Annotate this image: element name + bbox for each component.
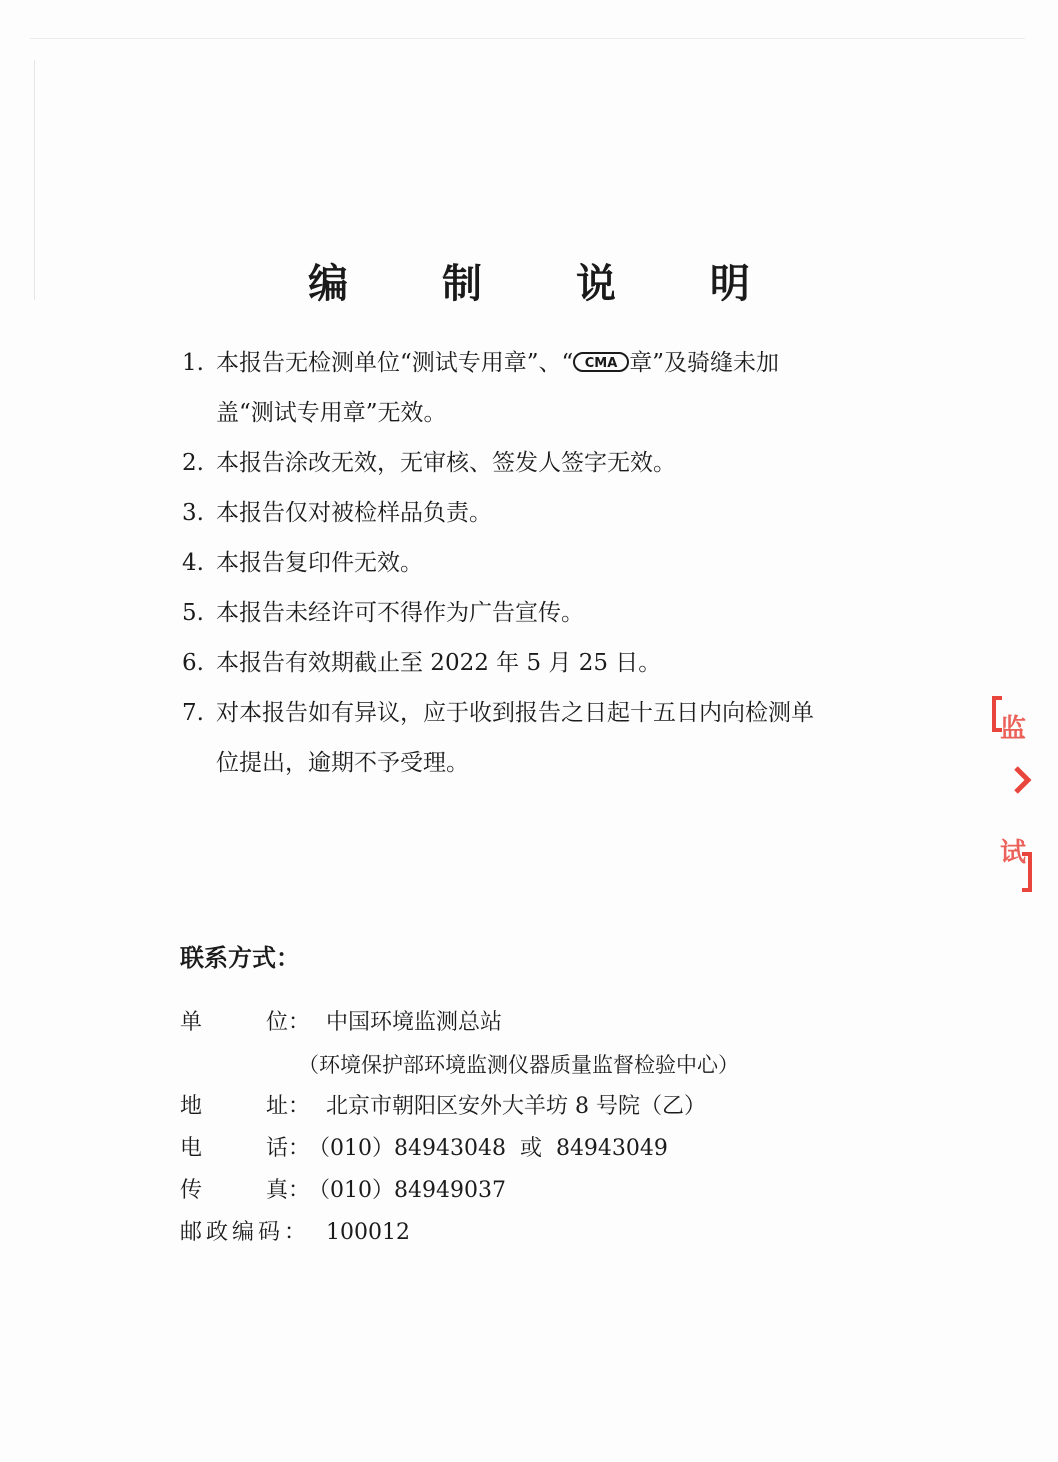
note-number: 2. xyxy=(182,450,204,476)
contact-heading: 联系方式： xyxy=(180,944,300,972)
note-number: 6. xyxy=(182,650,204,676)
contact-label: 位： xyxy=(266,1010,311,1035)
note-item-4 xyxy=(182,538,902,588)
contact-unit-value: 中国环境监测总站 xyxy=(326,1010,503,1035)
contact-label: 邮政编码： xyxy=(180,1220,311,1245)
scan-edge xyxy=(30,38,1025,39)
contact-phone-value: （010）84943048 或 84943049 xyxy=(308,1136,668,1161)
note-continuation: 位提出，逾期不予受理。 xyxy=(216,750,469,776)
seam-seal xyxy=(988,690,1048,900)
contact-unit-sub-value: （环境保护部环境监测仪器质量监督检验中心） xyxy=(298,1053,739,1077)
note-item-3 xyxy=(182,488,902,538)
contact-label: 传 xyxy=(180,1178,203,1203)
note-text: 本报告未经许可不得作为广告宣传。 xyxy=(216,600,584,626)
note-text: 本报告无检测单位“测试专用章”、“ xyxy=(216,350,574,376)
contact-label: 电 xyxy=(180,1136,203,1161)
notes-list xyxy=(182,338,902,788)
note-text: 本报告涂改无效，无审核、签发人签字无效。 xyxy=(216,450,676,476)
note-item-1 xyxy=(182,338,902,438)
seal-char: 试 xyxy=(1000,838,1027,868)
note-text: 对本报告如有异议，应于收到报告之日起十五日内向检测单 xyxy=(216,700,814,726)
note-number: 5. xyxy=(182,600,204,626)
contact-label: 真： xyxy=(266,1178,311,1203)
cma-logo-text: CMA xyxy=(585,356,618,371)
page-title: 编 制 说 明 xyxy=(308,260,790,307)
note-text: 本报告仅对被检样品负责。 xyxy=(216,500,492,526)
note-number: 7. xyxy=(182,700,204,726)
note-number: 4. xyxy=(182,550,204,576)
note-item-6 xyxy=(182,638,902,688)
note-text: 本报告有效期截止至 2022 年 5 月 25 日。 xyxy=(216,650,662,676)
cma-logo-icon xyxy=(573,351,629,373)
note-number: 1. xyxy=(182,350,204,376)
contact-postcode-value: 100012 xyxy=(326,1220,410,1245)
contact-label: 话： xyxy=(266,1136,311,1161)
note-text: 章”及骑缝未加 xyxy=(629,350,780,376)
contact-label: 单 xyxy=(180,1010,203,1035)
note-item-7 xyxy=(182,688,902,788)
seal-char: 监 xyxy=(1000,714,1027,744)
contact-fax-value: （010）84949037 xyxy=(308,1178,506,1203)
contact-address-value: 北京市朝阳区安外大羊坊 8 号院（乙） xyxy=(326,1094,706,1119)
note-item-2 xyxy=(182,438,902,488)
note-continuation: 盖“测试专用章”无效。 xyxy=(216,400,447,426)
note-item-5 xyxy=(182,588,902,638)
note-number: 3. xyxy=(182,500,204,526)
note-text: 本报告复印件无效。 xyxy=(216,550,423,576)
contact-label: 地 xyxy=(180,1094,203,1119)
contact-label: 址： xyxy=(266,1094,311,1119)
